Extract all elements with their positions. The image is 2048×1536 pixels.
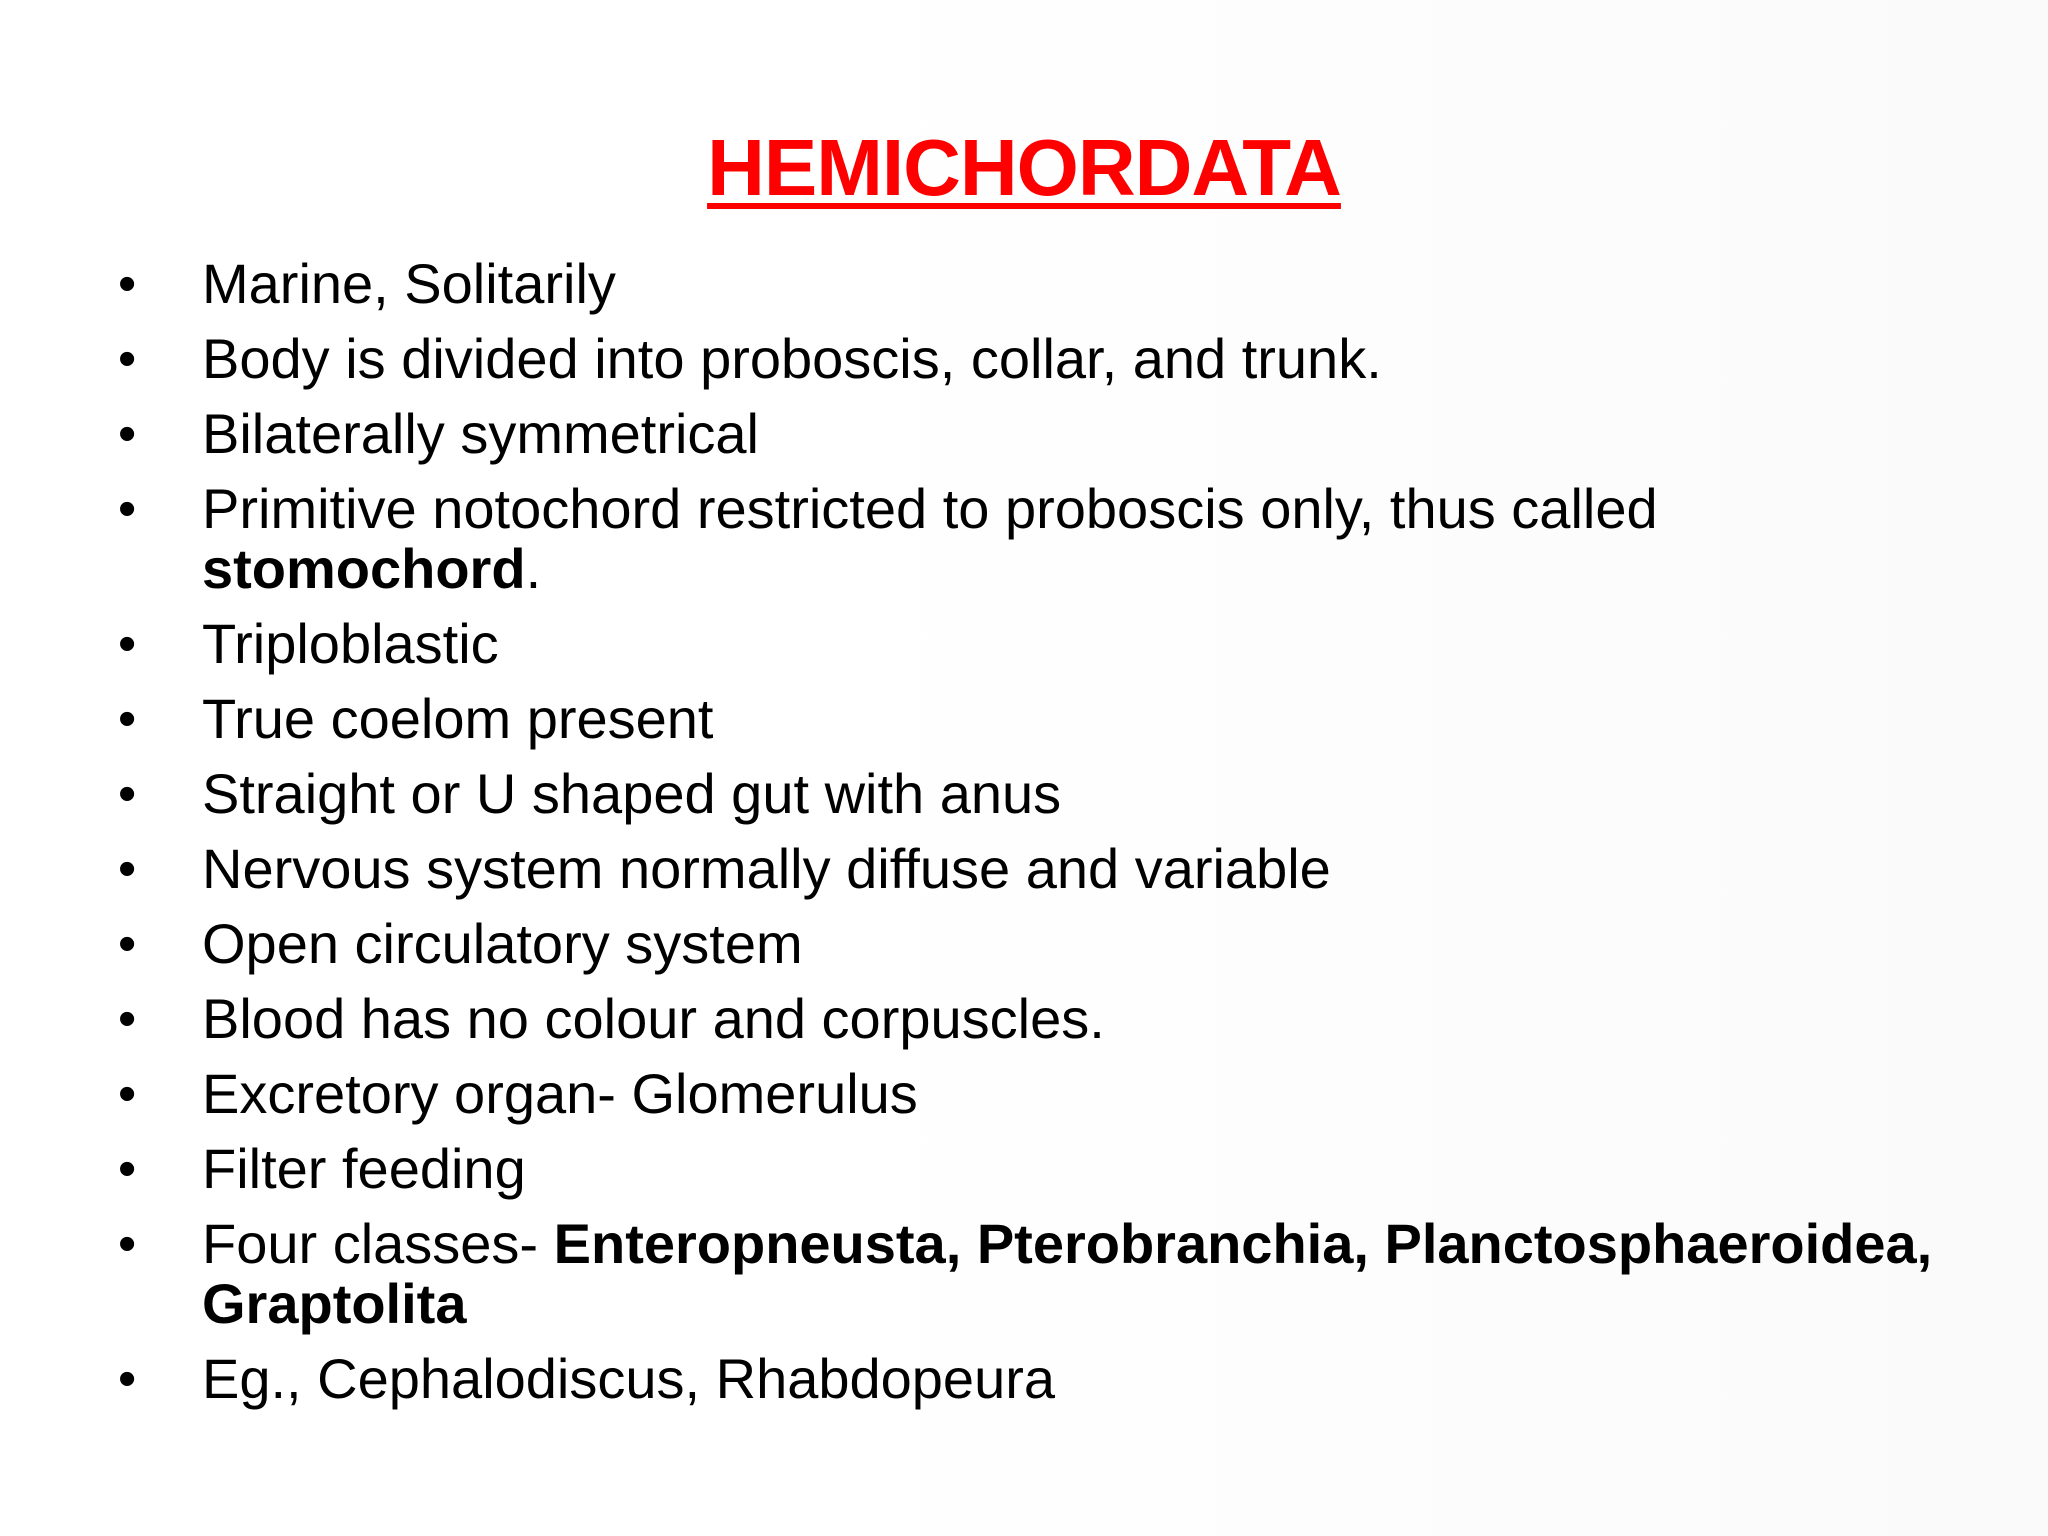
bullet-item xyxy=(118,479,1978,599)
bullet-icon: • xyxy=(118,480,137,538)
bullet-list xyxy=(118,254,1978,1424)
bullet-icon: • xyxy=(118,405,137,463)
bullet-text: Four classes- xyxy=(202,1212,554,1275)
bullet-text: Marine, Solitarily xyxy=(202,252,616,315)
bullet-icon: • xyxy=(118,615,137,673)
bullet-text: Bilaterally symmetrical xyxy=(202,402,759,465)
bullet-text: Blood has no colour and corpuscles. xyxy=(202,987,1105,1050)
bullet-text: Open circulatory system xyxy=(202,912,803,975)
bullet-text: True coelom present xyxy=(202,687,714,750)
bullet-text: Straight or U shaped gut with anus xyxy=(202,762,1062,825)
bullet-item xyxy=(118,839,1978,899)
bullet-item xyxy=(118,614,1978,674)
bullet-icon: • xyxy=(118,990,137,1048)
bullet-icon: • xyxy=(118,915,137,973)
bullet-text: Primitive notochord restricted to proboscis only, thus called xyxy=(202,477,1658,540)
bullet-text: Nervous system normally diffuse and variable xyxy=(202,837,1331,900)
bullet-text: Body is divided into proboscis, collar, and trunk. xyxy=(202,327,1382,390)
title-text: HEMICHORDATA xyxy=(707,123,1341,212)
bullet-text: Excretory organ- Glomerulus xyxy=(202,1062,918,1125)
bullet-text: Triploblastic xyxy=(202,612,499,675)
bullet-icon: • xyxy=(118,1140,137,1198)
bullet-text-suffix: . xyxy=(525,537,542,600)
bullet-item xyxy=(118,404,1978,464)
bullet-text: Filter feeding xyxy=(202,1137,526,1200)
bullet-icon: • xyxy=(118,840,137,898)
bullet-item xyxy=(118,1064,1978,1124)
bullet-icon: • xyxy=(118,330,137,388)
bullet-item xyxy=(118,689,1978,749)
bullet-icon: • xyxy=(118,1350,137,1408)
bullet-item xyxy=(118,1139,1978,1199)
bullet-icon: • xyxy=(118,255,137,313)
bullet-bold-term: stomochord xyxy=(202,537,526,600)
bullet-icon: • xyxy=(118,690,137,748)
bullet-item xyxy=(118,1349,1978,1409)
bullet-item xyxy=(118,1214,1978,1334)
bullet-item xyxy=(118,254,1978,314)
bullet-icon: • xyxy=(118,1065,137,1123)
bullet-item xyxy=(118,329,1978,389)
bullet-bold-term: Enteropneusta, Pterobranchia, Planctosphaeroidea, Graptolita xyxy=(202,1212,1933,1335)
slide-title xyxy=(0,118,2048,218)
bullet-text: Eg., Cephalodiscus, Rhabdopeura xyxy=(202,1347,1056,1410)
bullet-icon: • xyxy=(118,1215,137,1273)
bullet-item xyxy=(118,764,1978,824)
bullet-item xyxy=(118,989,1978,1049)
bullet-item xyxy=(118,914,1978,974)
bullet-icon: • xyxy=(118,765,137,823)
